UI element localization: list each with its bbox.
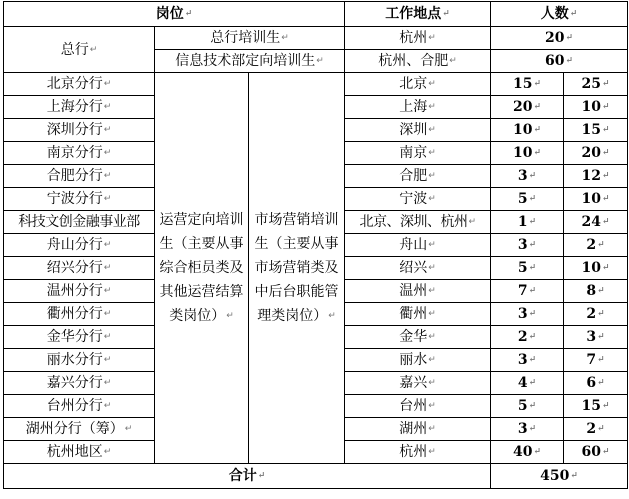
marketing-count: 12↵ [564, 165, 628, 188]
ops-program-cell: 运营定向培训生（主要从事综合柜员类及其他运营结算类岗位）↵ [155, 73, 249, 464]
branch-name: 杭州地区↵ [4, 441, 155, 464]
marketing-program-cell: 市场营销培训生（主要从事市场营销类及中后台职能管理类岗位）↵ [249, 73, 345, 464]
marketing-count: 2↵ [564, 234, 628, 257]
marketing-count: 3↵ [564, 326, 628, 349]
head-office-row-1 [4, 27, 628, 50]
ops-count: 3↵ [491, 165, 564, 188]
branch-location: 金华↵ [345, 326, 491, 349]
ops-count: 15↵ [491, 73, 564, 96]
marketing-count: 10↵ [564, 188, 628, 211]
branch-name: 湖州分行（筹）↵ [4, 418, 155, 441]
branch-name: 深圳分行↵ [4, 119, 155, 142]
marketing-count: 60↵ [564, 441, 628, 464]
marketing-count: 8↵ [564, 280, 628, 303]
branch-name: 温州分行↵ [4, 280, 155, 303]
branch-location: 杭州↵ [345, 441, 491, 464]
ops-count: 4↵ [491, 372, 564, 395]
branch-location: 台州↵ [345, 395, 491, 418]
branch-location: 衢州↵ [345, 303, 491, 326]
marketing-count: 15↵ [564, 395, 628, 418]
marketing-count: 20↵ [564, 142, 628, 165]
branch-name: 南京分行↵ [4, 142, 155, 165]
ops-count: 20↵ [491, 96, 564, 119]
branch-name: 科技文创金融事业部 [4, 211, 155, 234]
branch-name: 合肥分行↵ [4, 165, 155, 188]
branch-location: 丽水↵ [345, 349, 491, 372]
ops-count: 7↵ [491, 280, 564, 303]
location-cell: 杭州、合肥↵ [345, 50, 491, 73]
marketing-count: 10↵ [564, 257, 628, 280]
branch-row [4, 73, 628, 96]
marketing-count: 2↵ [564, 418, 628, 441]
branch-location: 嘉兴↵ [345, 372, 491, 395]
ops-count: 3↵ [491, 349, 564, 372]
header-count: 人数↵ [491, 2, 628, 27]
ops-count: 10↵ [491, 142, 564, 165]
ops-count: 2↵ [491, 326, 564, 349]
branch-location: 南京↵ [345, 142, 491, 165]
ops-count: 40↵ [491, 441, 564, 464]
program-cell: 总行培训生↵ [155, 27, 345, 50]
header-location: 工作地点↵ [345, 2, 491, 27]
branch-name: 宁波分行↵ [4, 188, 155, 211]
total-label: 合计↵ [4, 464, 491, 489]
branch-name: 衢州分行↵ [4, 303, 155, 326]
branch-name: 金华分行↵ [4, 326, 155, 349]
branch-name: 绍兴分行↵ [4, 257, 155, 280]
ops-count: 10↵ [491, 119, 564, 142]
marketing-count: 10↵ [564, 96, 628, 119]
branch-location: 合肥↵ [345, 165, 491, 188]
branch-name: 舟山分行↵ [4, 234, 155, 257]
header-position: 岗位↵ [4, 2, 345, 27]
ops-count: 5↵ [491, 257, 564, 280]
branch-location: 宁波↵ [345, 188, 491, 211]
branch-name: 台州分行↵ [4, 395, 155, 418]
header-row [4, 2, 628, 27]
branch-name: 北京分行↵ [4, 73, 155, 96]
ops-count: 3↵ [491, 418, 564, 441]
recruitment-table [3, 1, 628, 489]
head-office-label: 总行↵ [4, 27, 155, 73]
branch-location: 北京↵ [345, 73, 491, 96]
branch-location: 舟山↵ [345, 234, 491, 257]
ops-count: 5↵ [491, 395, 564, 418]
count-cell: 60↵ [491, 50, 628, 73]
ops-count: 5↵ [491, 188, 564, 211]
marketing-count: 24↵ [564, 211, 628, 234]
branch-location: 上海↵ [345, 96, 491, 119]
marketing-count: 7↵ [564, 349, 628, 372]
branch-location: 深圳↵ [345, 119, 491, 142]
location-cell: 杭州↵ [345, 27, 491, 50]
program-cell: 信息技术部定向培训生↵ [155, 50, 345, 73]
branch-location: 温州↵ [345, 280, 491, 303]
marketing-count: 25↵ [564, 73, 628, 96]
branch-name: 嘉兴分行↵ [4, 372, 155, 395]
count-cell: 20↵ [491, 27, 628, 50]
marketing-count: 6↵ [564, 372, 628, 395]
marketing-count: 15↵ [564, 119, 628, 142]
total-value: 450↵ [491, 464, 628, 489]
branch-location: 湖州↵ [345, 418, 491, 441]
branch-name: 丽水分行↵ [4, 349, 155, 372]
marketing-count: 2↵ [564, 303, 628, 326]
total-row [4, 464, 628, 489]
branch-location: 北京、深圳、杭州↵ [345, 211, 491, 234]
ops-count: 1↵ [491, 211, 564, 234]
branch-name: 上海分行↵ [4, 96, 155, 119]
branch-location: 绍兴↵ [345, 257, 491, 280]
ops-count: 3↵ [491, 234, 564, 257]
ops-count: 3↵ [491, 303, 564, 326]
